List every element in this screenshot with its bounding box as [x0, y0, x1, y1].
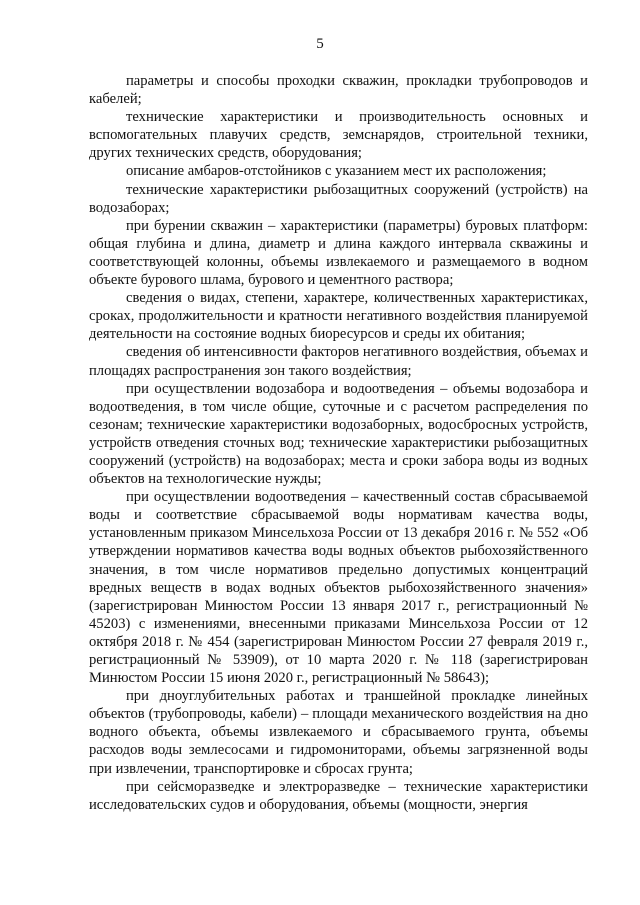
paragraph-drilling-parameters: параметры и способы проходки скважин, прокладки трубопроводов и кабелей;	[89, 73, 588, 108]
paragraph-vessel-characteristics: технические характеристики и производительность основных и вспомогательных плавучих средств, земснарядов, строительной техники, других технических средств, оборудования;	[89, 109, 588, 162]
paragraph-impact-intensity: сведения об интенсивности факторов негативного воздействия, объемах и площадях распространения зон такого воздействия;	[89, 344, 588, 379]
paragraph-fish-protection: технические характеристики рыбозащитных сооружений (устройств) на водозаборах;	[89, 181, 588, 216]
paragraph-impact-info: сведения о видах, степени, характере, количественных характеристиках, сроках, продолжительности и кратности негативного воздействия планируемой деятельности на состояние водных биоресурсов и среды их обитания;	[89, 290, 588, 343]
paragraph-water-intake: при осуществлении водозабора и водоотведения – объемы водозабора и водоотведения, в том числе общие, суточные и с расчетом распределения по сезонам; технические характеристики водозаборных, водосбросных устройств, устройств отведения сточных вод; технические характеристики рыбозащитных сооружений (устройств) на водозаборах; места и сроки забора воды из водных объектов на технологические нужды;	[89, 380, 588, 488]
paragraph-seismic-survey: при сейсморазведке и электроразведке – технические характеристики исследовательских судов и оборудования, объемы (мощности, энергия	[89, 778, 588, 813]
document-body	[89, 72, 588, 814]
page-number: 5	[316, 36, 324, 52]
paragraph-dredging: при дноуглубительных работах и траншейной прокладке линейных объектов (трубопроводы, кабели) – площади механического воздействия на дно водного объекта, объемы извлекаемого и сбрасываемого грунта, объемы расходов воды землесосами и гидромониторами, объемы загрязненной воды при извлечении, транспортировке и сбросах грунта;	[89, 688, 588, 777]
paragraph-well-drilling: при бурении скважин – характеристики (параметры) буровых платформ: общая глубина и длина, диаметр и длина каждого интервала скважины и соответствующей колонны, объемы извлекаемого и размещаемого в водном объекте бурового шлама, бурового и цементного раствора;	[89, 217, 588, 289]
paragraph-settling-pits: описание амбаров-отстойников с указанием мест их расположения;	[126, 163, 547, 180]
paragraph-water-discharge: при осуществлении водоотведения – качественный состав сбрасываемой воды и соответствие сбрасываемой воды нормативам качества воды, установленным приказом Минсельхоза России от 13 декабря 2016 г. № 552 «Об утверждении нормативов качества воды водных объектов рыбохозяйственного значения, в том числе нормативов предельно допустимых концентраций вредных веществ в водах водных объектов рыбохозяйственного значения» (зарегистрирован Минюстом России 13 января 2017 г., регистрационный № 45203) с изменениями, внесенными приказами Минсельхоза России от 12 октября 2018 г. № 454 (зарегистрирован Минюстом России 27 февраля 2019 г., регистрационный № 53909), от 10 марта 2020 г. № 118 (зарегистрирован Минюстом России 15 июня 2020 г., регистрационный № 58643);	[89, 489, 588, 687]
